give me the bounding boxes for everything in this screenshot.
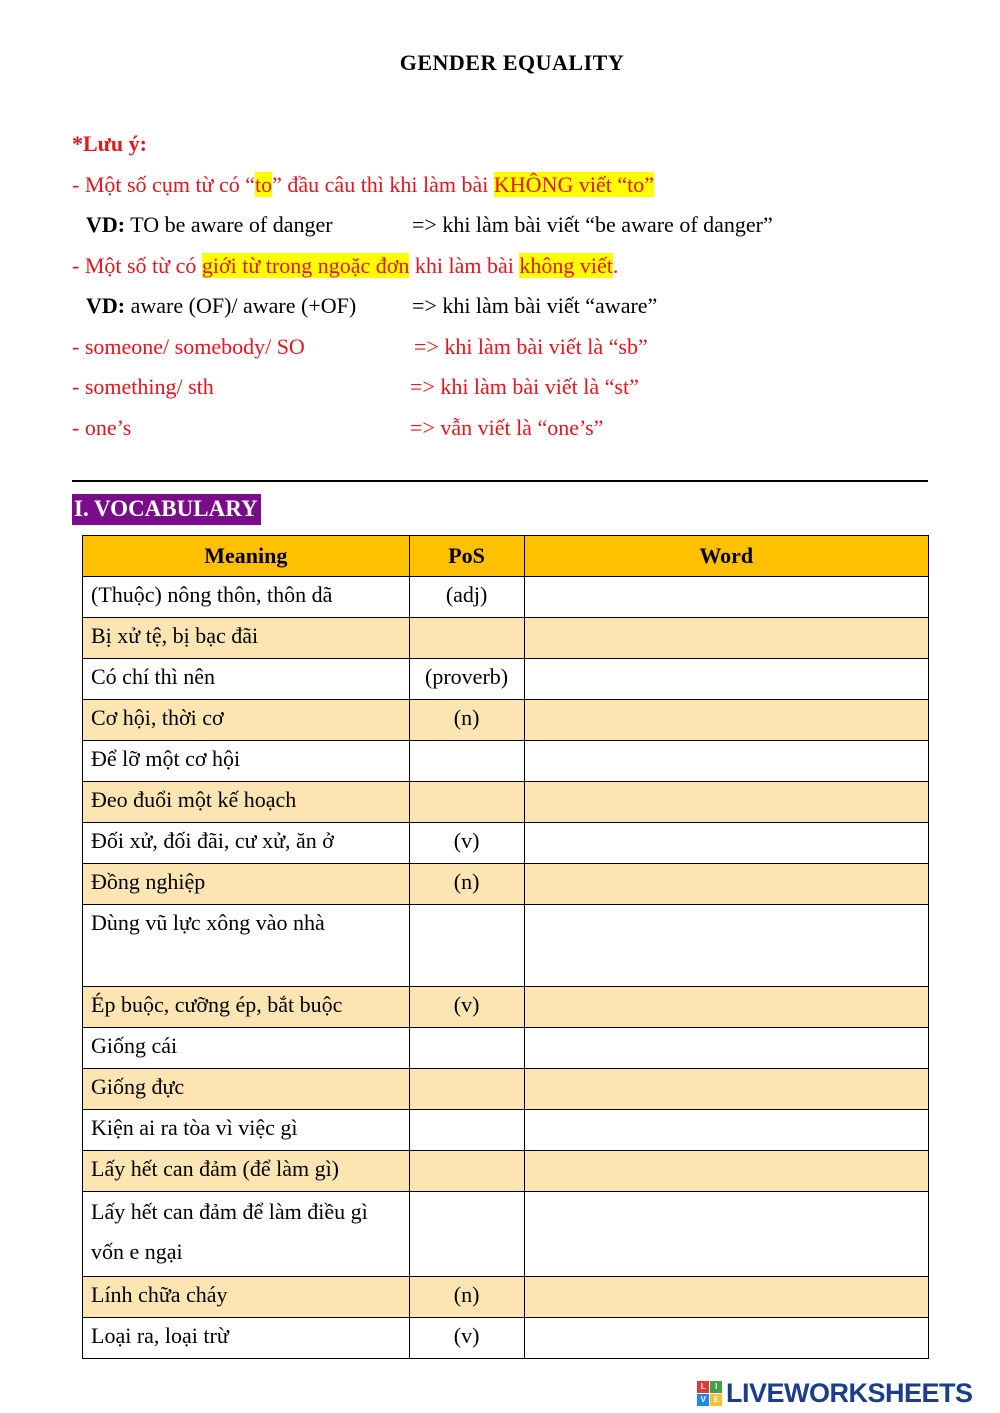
example-2-label: VD: bbox=[86, 293, 126, 318]
pos-cell bbox=[409, 1192, 524, 1277]
logo-text: LIVEWORKSHEETS bbox=[726, 1377, 973, 1408]
meaning-cell: Bị xử tệ, bị bạc đãi bbox=[83, 618, 410, 659]
logo-mark-letter: L bbox=[697, 1381, 709, 1393]
note-rule-4-right: => khi làm bài viết là “st” bbox=[410, 374, 639, 399]
note-rule-5-left: - one’s bbox=[72, 414, 132, 440]
note-rule-3 bbox=[72, 333, 932, 374]
table-header-row bbox=[83, 536, 929, 577]
word-answer-cell[interactable] bbox=[524, 782, 928, 823]
liveworksheets-logo bbox=[697, 1378, 973, 1408]
notes-heading: *Lưu ý: bbox=[72, 131, 147, 156]
notes-section bbox=[72, 130, 932, 454]
word-answer-cell[interactable] bbox=[524, 618, 928, 659]
pos-cell bbox=[409, 741, 524, 782]
meaning-cell: Loại ra, loại trừ bbox=[83, 1318, 410, 1359]
note-example-2 bbox=[72, 292, 932, 333]
meaning-cell: Kiện ai ra tòa vì việc gì bbox=[83, 1110, 410, 1151]
word-answer-cell[interactable] bbox=[524, 1110, 928, 1151]
note-rule-1-text-a: - Một số cụm từ có “ bbox=[72, 171, 256, 197]
note-rule-1-highlight-khong-viet: KHÔNG viết “to” bbox=[493, 171, 654, 197]
pos-cell: (v) bbox=[409, 987, 524, 1028]
meaning-cell: Cơ hội, thời cơ bbox=[83, 700, 410, 741]
note-rule-3-left: - someone/ somebody/ SO bbox=[72, 333, 305, 359]
pos-cell bbox=[409, 1028, 524, 1069]
table-row bbox=[83, 1110, 929, 1151]
table-row bbox=[83, 905, 929, 987]
table-row bbox=[83, 823, 929, 864]
table-row bbox=[83, 618, 929, 659]
meaning-cell: Đối xử, đối đãi, cư xử, ăn ở bbox=[83, 823, 410, 864]
header-meaning: Meaning bbox=[83, 536, 410, 577]
meaning-cell: Để lỡ một cơ hội bbox=[83, 741, 410, 782]
pos-cell: (proverb) bbox=[409, 659, 524, 700]
table-row bbox=[83, 1028, 929, 1069]
note-rule-4-left: - something/ sth bbox=[72, 374, 214, 399]
meaning-cell: Ép buộc, cưỡng ép, bắt buộc bbox=[83, 987, 410, 1028]
note-rule-1 bbox=[72, 171, 932, 212]
table-row bbox=[83, 1069, 929, 1110]
pos-cell: (n) bbox=[409, 864, 524, 905]
logo-mark-letter: E bbox=[710, 1394, 722, 1406]
pos-cell bbox=[409, 1069, 524, 1110]
pos-cell: (v) bbox=[409, 823, 524, 864]
note-rule-1-highlight-to: to bbox=[255, 171, 273, 197]
page-title: GENDER EQUALITY bbox=[399, 50, 625, 75]
header-pos: PoS bbox=[409, 536, 524, 577]
example-2-left: aware (OF)/ aware (+OF) bbox=[125, 293, 357, 318]
word-answer-cell[interactable] bbox=[524, 1028, 928, 1069]
logo-mark-letter: V bbox=[697, 1394, 709, 1406]
table-row bbox=[83, 1151, 929, 1192]
note-rule-4 bbox=[72, 373, 932, 414]
vocabulary-table bbox=[82, 535, 929, 1359]
table-row bbox=[83, 864, 929, 905]
example-2-right: => khi làm bài viết “aware” bbox=[412, 293, 658, 318]
word-answer-cell[interactable] bbox=[524, 741, 928, 782]
meaning-cell: Lấy hết can đảm để làm điều gì vốn e ngại bbox=[83, 1192, 410, 1277]
table-row bbox=[83, 741, 929, 782]
meaning-cell: Dùng vũ lực xông vào nhà bbox=[83, 905, 410, 987]
meaning-cell: (Thuộc) nông thôn, thôn dã bbox=[83, 577, 410, 618]
table-row bbox=[83, 987, 929, 1028]
word-answer-cell[interactable] bbox=[524, 659, 928, 700]
note-example-1 bbox=[72, 211, 932, 252]
note-rule-3-right: => khi làm bài viết là “sb” bbox=[414, 333, 648, 359]
pos-cell bbox=[409, 782, 524, 823]
divider bbox=[72, 480, 928, 482]
logo-mark-letter: I bbox=[710, 1381, 722, 1393]
word-answer-cell[interactable] bbox=[524, 1069, 928, 1110]
pos-cell: (n) bbox=[409, 1277, 524, 1318]
note-rule-2-text-e: . bbox=[612, 252, 619, 278]
table-row bbox=[83, 782, 929, 823]
pos-cell bbox=[409, 1110, 524, 1151]
meaning-cell: Lính chữa cháy bbox=[83, 1277, 410, 1318]
pos-cell bbox=[409, 905, 524, 987]
word-answer-cell[interactable] bbox=[524, 987, 928, 1028]
meaning-cell: Đồng nghiệp bbox=[83, 864, 410, 905]
word-answer-cell[interactable] bbox=[524, 577, 928, 618]
table-row bbox=[83, 1192, 929, 1277]
word-answer-cell[interactable] bbox=[524, 1192, 928, 1277]
note-rule-5-right: => vẫn viết là “one’s” bbox=[410, 414, 604, 440]
note-rule-2-highlight-prep: giới từ trong ngoặc đơn bbox=[201, 252, 410, 278]
note-rule-2-highlight-khong-viet: không viết bbox=[519, 252, 613, 278]
word-answer-cell[interactable] bbox=[524, 905, 928, 987]
pos-cell: (adj) bbox=[409, 577, 524, 618]
pos-cell: (v) bbox=[409, 1318, 524, 1359]
note-rule-5 bbox=[72, 414, 932, 455]
table-row bbox=[83, 1318, 929, 1359]
word-answer-cell[interactable] bbox=[524, 1151, 928, 1192]
meaning-cell: Giống cái bbox=[83, 1028, 410, 1069]
liveworksheets-logo-icon bbox=[697, 1381, 722, 1406]
word-answer-cell[interactable] bbox=[524, 1318, 928, 1359]
table-row bbox=[83, 577, 929, 618]
word-answer-cell[interactable] bbox=[524, 1277, 928, 1318]
pos-cell bbox=[409, 618, 524, 659]
table-row bbox=[83, 700, 929, 741]
note-rule-2-text-a: - Một số từ có bbox=[72, 252, 202, 278]
meaning-cell: Đeo đuổi một kế hoạch bbox=[83, 782, 410, 823]
meaning-cell: Giống đực bbox=[83, 1069, 410, 1110]
word-answer-cell[interactable] bbox=[524, 823, 928, 864]
pos-cell bbox=[409, 1151, 524, 1192]
note-rule-1-text-c: ” đầu câu thì khi làm bài bbox=[272, 171, 494, 197]
table-row bbox=[83, 1277, 929, 1318]
word-answer-cell[interactable] bbox=[524, 864, 928, 905]
word-answer-cell[interactable] bbox=[524, 700, 928, 741]
pos-cell: (n) bbox=[409, 700, 524, 741]
meaning-cell: Có chí thì nên bbox=[83, 659, 410, 700]
meaning-cell: Lấy hết can đảm (để làm gì) bbox=[83, 1151, 410, 1192]
table-row bbox=[83, 659, 929, 700]
note-rule-2 bbox=[72, 252, 932, 293]
note-rule-2-text-c: khi làm bài bbox=[409, 252, 520, 278]
header-word: Word bbox=[524, 536, 928, 577]
example-1-right: => khi làm bài viết “be aware of danger” bbox=[412, 212, 773, 237]
section-title-vocabulary: I. VOCABULARY bbox=[72, 494, 261, 525]
example-1-left: TO be aware of danger bbox=[125, 212, 333, 237]
example-1-label: VD: bbox=[86, 212, 126, 237]
